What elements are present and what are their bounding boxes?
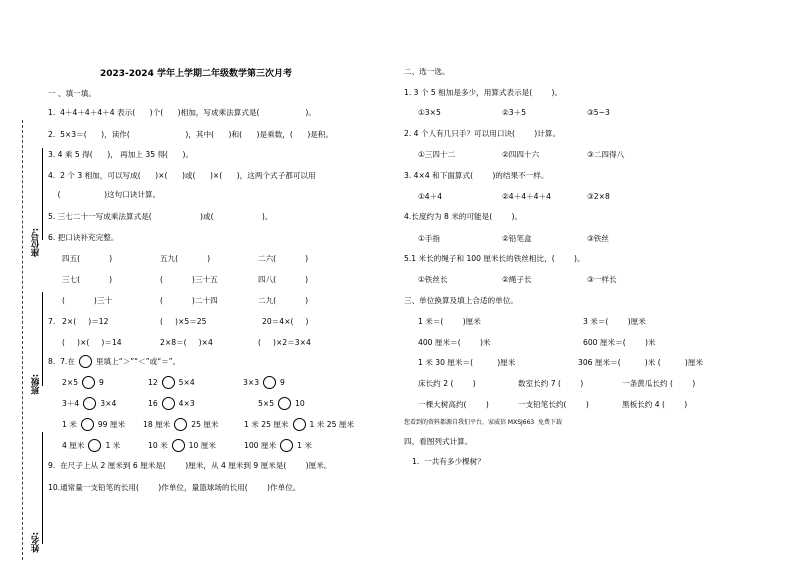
compare-circle[interactable] bbox=[81, 418, 94, 431]
question-1-2: 2. 5×3＝( )，读作( )，其中( )和( )是乘数，( )是积。 bbox=[48, 130, 334, 139]
name-answer-line bbox=[42, 432, 43, 544]
compare-circle[interactable] bbox=[172, 439, 185, 452]
recite-cell: ( )三十五 bbox=[160, 275, 218, 284]
unit-fill: 一棵大树高约( ) bbox=[418, 400, 489, 409]
compare-circle[interactable] bbox=[83, 397, 96, 410]
recite-cell: 二九( ) bbox=[258, 296, 309, 305]
compare-item: 10 米 10 厘米 bbox=[148, 440, 216, 450]
seat-number-label: 座位号: bbox=[31, 228, 41, 257]
compare-item: 16 4×3 bbox=[148, 398, 195, 408]
compare-item: 1 米 99 厘米 bbox=[62, 419, 126, 429]
recite-cell: 四八( ) bbox=[258, 275, 309, 284]
recite-cell: 二六( ) bbox=[258, 254, 309, 263]
question-1-3: 3. 4 乘 5 得( )， 再加上 35 得( )。 bbox=[48, 150, 194, 159]
question-1-8 bbox=[48, 354, 180, 368]
section-4-heading: 四、看图列式计算。 bbox=[404, 437, 473, 446]
equation-cell: 2×8＝( )×4 bbox=[160, 338, 213, 347]
choice-option: ③5−3 bbox=[587, 108, 610, 117]
compare-circle[interactable] bbox=[293, 418, 306, 431]
seat-answer-line bbox=[42, 148, 43, 240]
question-1-4b: ( )这句口诀计算。 bbox=[48, 190, 161, 199]
compare-item: 18 厘米 25 厘米 bbox=[143, 419, 219, 429]
q8-instruction: 里填上“＞”“＜”或“＝”。 bbox=[95, 356, 181, 366]
question-1-9: 9. 在尺子上从 2 厘米到 6 厘米是( )厘米，从 4 厘米到 9 厘米是( )厘米。 bbox=[48, 461, 332, 470]
choice-option: ①铁丝长 bbox=[418, 275, 448, 284]
choice-option: ①手指 bbox=[418, 234, 440, 243]
compare-circle[interactable] bbox=[88, 439, 101, 452]
recite-cell: ( )二十四 bbox=[160, 296, 218, 305]
choice-option: ③铁丝 bbox=[587, 234, 609, 243]
question-1-10: 10.通常量一支铅笔的长用( )作单位，量篮球场的长用( )作单位。 bbox=[48, 483, 301, 492]
choice-option: ②四四十六 bbox=[502, 150, 540, 159]
choice-question-1: 1. 3 个 5 相加是多少，用算式表示是( )。 bbox=[404, 88, 563, 97]
choice-question-2: 2. 4 个人有几只手？可以用口诀( )计算。 bbox=[404, 129, 561, 138]
picture-question-1: 1. 一共有多少棵树？ bbox=[412, 457, 485, 466]
compare-circle[interactable] bbox=[82, 376, 95, 389]
unit-conversion: 1 米 30 厘米＝( )厘米 bbox=[418, 358, 516, 367]
recite-cell: 四五( ) bbox=[62, 254, 113, 263]
choice-option: ①4＋4 bbox=[418, 192, 443, 201]
choice-option: ①三四十二 bbox=[418, 150, 456, 159]
unit-fill: 床长约 2 ( ) bbox=[418, 379, 476, 388]
choice-question-3: 3. 4×4 和下面算式( )的结果不一样。 bbox=[404, 171, 549, 180]
recite-cell: ( )三十 bbox=[62, 296, 113, 305]
recite-cell: 五九( ) bbox=[160, 254, 211, 263]
class-label: 班级: bbox=[31, 374, 41, 395]
choice-option: ②铅笔盒 bbox=[502, 234, 532, 243]
compare-circle[interactable] bbox=[280, 439, 293, 452]
section-2-heading: 二、选一选。 bbox=[404, 67, 450, 76]
compare-item: 5×5 10 bbox=[258, 398, 305, 408]
compare-item: 3＋4 3×4 bbox=[62, 398, 117, 408]
unit-conversion: 1 米＝( )厘米 bbox=[418, 317, 481, 326]
compare-item: 1 米 25 厘米 1 米 25 厘米 bbox=[244, 419, 355, 429]
choice-option: ③一样长 bbox=[587, 275, 617, 284]
question-1-5: 5. 三七二十一写成乘法算式是( )或( )。 bbox=[48, 212, 273, 221]
choice-option: ②4＋4＋4＋4 bbox=[502, 192, 551, 201]
compare-item: 12 5×4 bbox=[148, 377, 195, 387]
unit-fill: 一支铅笔长约( ) bbox=[518, 400, 589, 409]
compare-circle[interactable] bbox=[278, 397, 291, 410]
question-1-4a: 4. 2 个 3 相加，可以写成( )×( )或( )×( )，这两个式子都可以用 bbox=[48, 171, 316, 180]
unit-fill: 数室长约 7 ( ) bbox=[518, 379, 584, 388]
q8-prefix: 8. 7.在 bbox=[48, 356, 75, 366]
choice-question-4: 4.长度约为 8 米的可能是( )。 bbox=[404, 212, 523, 221]
compare-item: 2×5 9 bbox=[62, 377, 104, 387]
choice-option: ③二四得八 bbox=[587, 150, 625, 159]
unit-conversion: 600 厘米＝( )米 bbox=[583, 338, 656, 347]
compare-circle[interactable] bbox=[174, 418, 187, 431]
compare-circle[interactable] bbox=[263, 376, 276, 389]
unit-conversion: 3 米＝( )厘米 bbox=[583, 317, 646, 326]
source-note: 您看到的资料都源自我们平台，家威信 MXSJ663 免费下载 bbox=[404, 419, 563, 426]
equation-cell: 20＝4×( ) bbox=[262, 317, 309, 326]
question-1-6: 6. 把口诀补充完整。 bbox=[48, 233, 119, 242]
question-1-1: 1. 4＋4＋4＋4＋4 表示( )个( )相加，写成乘法算式是( )。 bbox=[48, 108, 316, 117]
equation-cell: ( )×2＝3×4 bbox=[258, 338, 311, 347]
name-label: 姓名: bbox=[31, 532, 41, 553]
choice-option: ③2×8 bbox=[587, 192, 610, 201]
page-title: 2023-2024 学年上学期二年级数学第三次月考 bbox=[100, 69, 292, 79]
unit-fill: 黑板长约 4 ( ) bbox=[622, 400, 688, 409]
choice-option: ②3＋5 bbox=[502, 108, 527, 117]
section-3-heading: 三、单位换算及填上合适的单位。 bbox=[404, 296, 518, 305]
section-1-heading: 一 、填一填。 bbox=[48, 89, 96, 98]
question-1-7-number: 7. bbox=[48, 317, 56, 326]
compare-circle[interactable] bbox=[162, 397, 175, 410]
unit-conversion: 306 厘米＝( )米 ( )厘米 bbox=[578, 358, 704, 367]
equation-cell: ( )×5＝25 bbox=[160, 317, 207, 326]
unit-conversion: 400 厘米＝( )米 bbox=[418, 338, 491, 347]
recite-cell: 三七( ) bbox=[62, 275, 113, 284]
compare-item: 4 厘米 1 米 bbox=[62, 440, 121, 450]
choice-option: ①3×5 bbox=[418, 108, 441, 117]
compare-circle[interactable] bbox=[162, 376, 175, 389]
choice-option: ②绳子长 bbox=[502, 275, 532, 284]
equation-cell: 2×( )＝12 bbox=[62, 317, 109, 326]
choice-question-5: 5.1 米长的绳子和 100 厘米长的铁丝相比，( )。 bbox=[404, 254, 585, 263]
equation-cell: ( )×( )＝14 bbox=[62, 338, 122, 347]
unit-fill: 一条黄瓜长约 ( ) bbox=[622, 379, 696, 388]
class-answer-line bbox=[42, 292, 43, 386]
compare-item: 100 厘米 1 米 bbox=[244, 440, 312, 450]
compare-item: 3×3 9 bbox=[243, 377, 285, 387]
compare-circle-sample bbox=[79, 355, 92, 368]
binding-dashed-line bbox=[22, 120, 23, 560]
